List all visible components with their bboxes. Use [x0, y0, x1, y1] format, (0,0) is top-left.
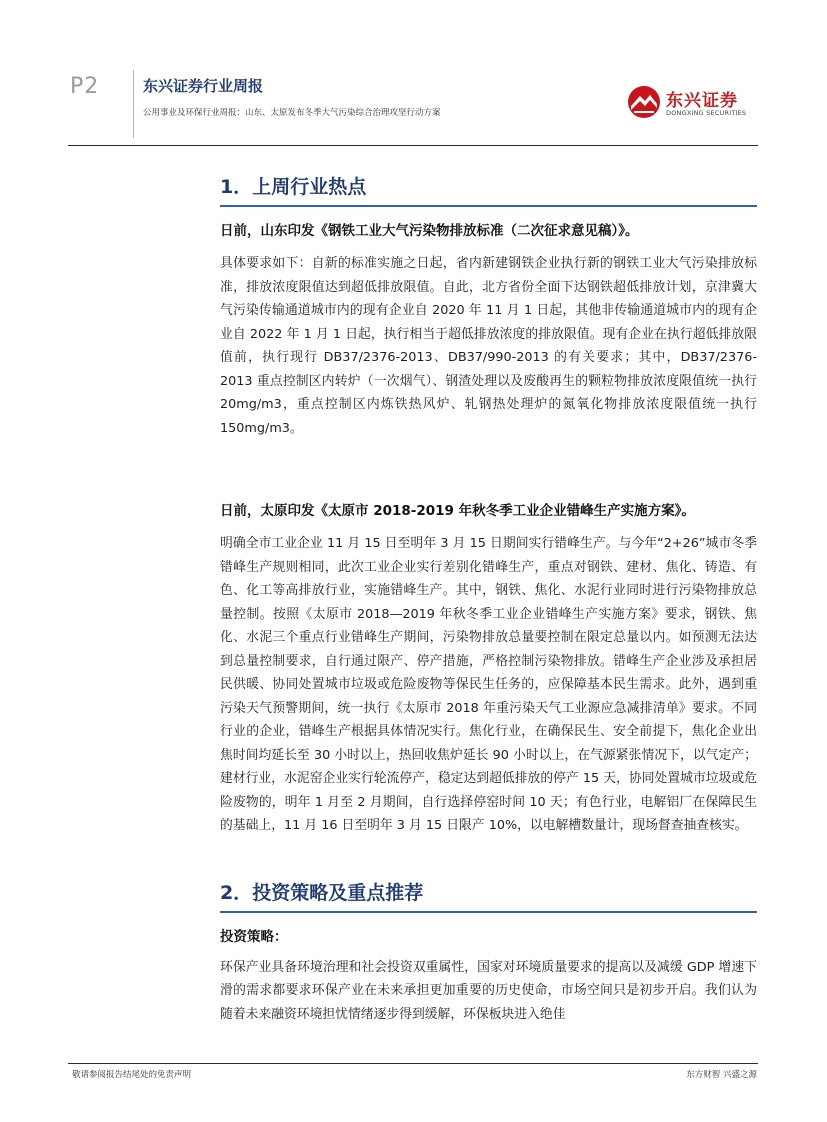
company-logo — [626, 82, 756, 126]
header-divider — [133, 70, 134, 138]
logo-wordmark: 东兴证券 — [666, 91, 738, 111]
page-number: P2 — [70, 74, 100, 99]
footer-slogan: 东方财智 兴盛之源 — [686, 1070, 757, 1080]
report-subtitle: 公用事业及环保行业周报：山东、太原发布冬季大气污染综合治理攻坚行动方案 — [143, 108, 441, 118]
section1-rule — [220, 205, 757, 207]
taiyuan-paragraph: 明确全市工业企业 11 月 15 日至明年 3 月 15 日期间实行错峰生产。与今年“2+26”城市冬季错峰生产规则相同，此次工业企业实行差别化错峰生产，重点对钢铁、建材、焦化、铸造、有色、化工等高排放行业，实施错峰生产。其中，钢铁、焦化、水泥行业同时进行污染物排放总量控制。按照《太原市 2018—2019 年秋冬季工业企业错峰生产实施方案》要求，钢铁、焦化、水泥三个重点行业错峰生产期间，污染物排放总量要控制在限定总量以内。如预测无法达到总量控制要求，自行通过限产、停产措施，严格控制污染物排放。错峰生产企业涉及承担居民供暖、协同处置城市垃圾或危险废物等保民生任务的，应保障基本民生需求。此外，遇到重污染天气预警期间，统一执行《太原市 2018 年重污染天气工业源应急减排清单》要求。不同行业的企业，错峰生产根据具体情况实行。焦化行业，在确保民生、安全前提下，焦化企业出焦时间均延长至 30 小时以上，热回收焦炉延长 90 小时以上，在气源紧张情况下，以气定产；建材行业，水泥窑企业实行轮流停产，稳定达到超低排放的停产 15 天，协同处置城市垃圾或危险废物的，明年 1 月至 2 月期间，自行选择停窑时间 10 天；有色行业，电解铝厂在保障民生的基础上，11 月 16 日至明年 3 月 15 日限产 10%，以电解槽数量计，现场督查抽查核实。 — [220, 536, 757, 833]
section2-rule — [220, 911, 757, 913]
logo-english: DONGXING SECURITIES — [666, 109, 747, 117]
report-title: 东兴证券行业周报 — [143, 77, 264, 95]
shandong-paragraph: 具体要求如下：自新的标准实施之日起，省内新建钢铁企业执行新的钢铁工业大气污染排放标准，排放浓度限值达到超低排放限值。自此，北方省份全面下达钢铁超低排放计划，京津冀大气污染传输通道城市内的现有企业自 2020 年 11 月 1 日起，其他非传输通道城市内的现有企业自 2022 年 1 月 1 日起，执行相当于超低排放浓度的排放限值。现有企业在执行超低排放限值前，执行现行 DB37/2376-2013、DB37/990-2013 的有关要求；其中，DB37/2376-2013 重点控制区内转炉（一次烟气）、钢渣处理以及废酸再生的颗粒物排放浓度限值统一执行 20mg/m3，重点控制区内炼铁热风炉、轧钢热处理炉的氮氧化物排放浓度限值统一执行 150mg/m3。 — [220, 256, 757, 436]
strategy-paragraph: 环保产业具备环境治理和社会投资双重属性，国家对环境质量要求的提高以及减缓 GDP 增速下滑的需求都要求环保产业在未来承担更加重要的历史使命，市场空间只是初步开启。我们认为随着未来融资环境担忧情绪逐步得到缓解，环保板块进入绝佳 — [220, 959, 757, 1022]
footer-rule — [68, 1063, 758, 1064]
section2-heading: 2．投资策略及重点推荐 — [220, 881, 424, 904]
taiyuan-lead: 日前，太原印发《太原市 2018-2019 年秋冬季工业企业错峰生产实施方案》。 — [220, 503, 695, 519]
shandong-lead: 日前，山东印发《钢铁工业大气污染物排放标准（二次征求意见稿）》。 — [220, 223, 639, 239]
logo-emblem-icon — [626, 84, 662, 120]
section1-heading: 1．上周行业热点 — [220, 176, 367, 198]
header-rule — [68, 145, 758, 146]
strategy-lead: 投资策略： — [220, 928, 288, 945]
report-body — [220, 160, 757, 1026]
footer-disclaimer: 敬请参阅报告结尾处的免责声明 — [72, 1070, 192, 1080]
